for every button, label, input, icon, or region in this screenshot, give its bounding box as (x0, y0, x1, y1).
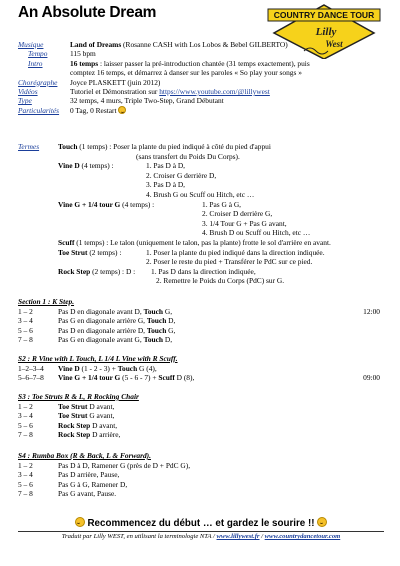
musique-value (70, 40, 384, 49)
section-3 (18, 392, 384, 440)
step-row (18, 480, 384, 490)
term-rock-step: Rock Step (2 temps) : D : (58, 266, 136, 276)
step-row (18, 461, 384, 471)
step-desc: Pas G à G, Ramener D, (58, 479, 128, 489)
step-row (18, 402, 384, 412)
step-desc: Vine D (1 - 2 - 3) + Touch G (4), (58, 363, 157, 373)
musique-title: Land of Dreams (70, 40, 122, 49)
step-desc: Pas D arrière, Pause, (58, 470, 120, 479)
step-count: 1 – 2 (18, 460, 33, 470)
step-row (18, 411, 384, 421)
wall-time: 09:00 (363, 373, 380, 382)
section-title: Section 1 : K Step. (18, 297, 75, 306)
type-value: 32 temps, 4 murs, Triple Two-Step, Grand Débutant (70, 96, 224, 106)
term-vine: Vine D (4 temps) : (58, 161, 114, 171)
step-count: 3 – 4 (18, 411, 33, 420)
section-1 (18, 297, 384, 345)
videos-row (18, 87, 384, 96)
countrydancetour-link[interactable]: www.countrydancetour.com (264, 533, 341, 540)
term-toe-strut: Toe Strut (2 temps) : (58, 247, 122, 257)
step-row (18, 489, 384, 499)
tempo-value: 115 bpm (70, 49, 96, 59)
particularites-row (18, 106, 384, 115)
footer-sep: / (259, 533, 265, 540)
step-count: 1 – 2 (18, 401, 33, 411)
videos-label: Vidéos (18, 87, 38, 97)
step-row (18, 470, 384, 480)
term-vine-2: 2. Croiser G derrière D, (146, 170, 217, 180)
closing-text: Recommencez du début … et gardez le sourire !! (87, 518, 315, 529)
logo-text-top: COUNTRY DANCE TOUR (273, 10, 375, 20)
musique-label: Musique (18, 40, 44, 49)
smiley-icon (317, 517, 327, 527)
section-2 (18, 354, 384, 383)
step-row (18, 421, 384, 431)
dance-info (18, 40, 384, 115)
term-vine-turn: Vine G + 1/4 tour G (4 temps) : (58, 199, 155, 209)
step-desc: Pas D en diagonale arrière D, Touch G, (58, 325, 176, 335)
term-vt-3: 3. 1/4 Tour G + Pas G avant, (202, 218, 287, 228)
logo-text-bottom: West (325, 39, 343, 49)
intro-text-1: : laisser passer la pré-introduction chantée (31 temps exactement), puis (98, 58, 310, 68)
lillywest-link[interactable]: www.lillywest.fr (216, 533, 260, 540)
step-count: 5 – 6 (18, 325, 33, 335)
dance-title: An Absolute Dream (18, 4, 157, 21)
particularites-value: 0 Tag, 0 Restart (70, 105, 119, 115)
choreo-label: Chorégraphe (18, 77, 58, 87)
step-desc: Toe Strut D avant, (58, 401, 115, 411)
intro-value (70, 59, 384, 68)
step-row (18, 326, 384, 336)
videos-text: Tutoriel et Démonstration sur (70, 87, 160, 97)
step-count: 5 – 6 (18, 479, 33, 489)
step-count: 7 – 8 (18, 430, 33, 439)
smiley-icon (118, 106, 126, 114)
term-rock-1: 1. Pas D dans la direction indiquée, (151, 266, 256, 276)
musique-row (18, 40, 384, 49)
step-row (18, 364, 384, 374)
step-count: 5–6–7–8 (18, 373, 44, 382)
step-desc: Rock Step D arrière, (58, 430, 121, 439)
step-desc: Pas D en diagonale avant D, Touch G, (58, 306, 173, 316)
step-row (18, 335, 384, 345)
term-vt-2: 2. Croiser D derrière G, (202, 209, 273, 219)
logo-text-mid: Lilly (315, 26, 337, 38)
step-desc: Pas G avant, Pause. (58, 489, 117, 498)
youtube-link[interactable]: https://www.youtube.com/@lillywest (159, 87, 270, 97)
term-vine-1: 1. Pas D à D, (146, 161, 186, 171)
term-touch: Touch (1 temps) : Poser la plante du pied indiqué à côté du pied d'appui (58, 142, 271, 151)
type-label: Type (18, 96, 32, 106)
term-rock-2: 2. Remettre le Poids du Corps (PdC) sur G. (156, 276, 285, 286)
step-row (18, 316, 384, 326)
footer-text: Traduit par Lilly WEST, en utilisant la terminologie NTA / (61, 533, 217, 540)
step-count: 7 – 8 (18, 335, 33, 344)
particularites-label: Particularités (18, 105, 60, 115)
step-count: 3 – 4 (18, 316, 33, 325)
tempo-label: Tempo (28, 49, 48, 59)
step-desc: Vine G + 1/4 tour G (5 - 6 - 7) + Scuff D (8), (58, 373, 195, 382)
footer (18, 533, 384, 540)
step-row (18, 430, 384, 440)
closing-line (18, 517, 384, 529)
type-row (18, 96, 384, 105)
term-scuff: Scuff (1 temps) : Le talon (uniquement le talon, pas la plante) frotte le sol d'arrière en avant. (58, 238, 331, 247)
terms-label: Termes (18, 142, 40, 151)
intro-label: Intro (28, 58, 43, 68)
step-count: 1 – 2 (18, 306, 33, 316)
step-desc: Pas D à D, Ramener G (près de D + PdC G), (58, 460, 191, 470)
section-title: S4 : Rumba Box (R & Back, L & Forward). (18, 451, 151, 460)
step-count: 7 – 8 (18, 489, 33, 498)
intro-row (18, 59, 384, 68)
term-toe-1: 1. Poser la plante du pied indiqué dans la direction indiquée. (146, 247, 325, 257)
smiley-icon (75, 517, 85, 527)
term-vt-1: 1. Pas G à G, (202, 199, 242, 209)
term-vine-4: 4. Brush G ou Scuff ou Hitch, etc … (146, 190, 255, 199)
term-touch-2: (sans transfert du Poids Du Corps). (136, 151, 240, 161)
step-row (18, 307, 384, 317)
section-4 (18, 451, 384, 499)
choreo-value: Joyce PLASKETT (juin 2012) (70, 77, 161, 87)
footer-divider (18, 531, 384, 532)
wall-time: 12:00 (363, 306, 380, 316)
intro-text-2: comptez 16 temps, et démarrez à danser sur les paroles « So play your songs » (70, 68, 302, 78)
musique-artist: (Rosanne CASH with Los Lobos & Bebel GILBERTO) (121, 40, 288, 49)
choreo-row (18, 78, 384, 87)
intro-row-2 (18, 68, 384, 77)
step-count: 3 – 4 (18, 470, 33, 479)
intro-bold: 16 temps (70, 58, 99, 68)
tempo-row (18, 49, 384, 58)
term-toe-2: 2. Poser le reste du pied + Transférer le PdC sur ce pied. (146, 257, 313, 267)
step-desc: Toe Strut G avant, (58, 411, 115, 420)
step-count: 1–2–3–4 (18, 363, 44, 373)
step-row (18, 373, 384, 383)
step-desc: Pas G en diagonale arrière G, Touch D, (58, 316, 176, 325)
step-desc: Pas G en diagonale avant G, Touch D, (58, 335, 173, 344)
step-count: 5 – 6 (18, 420, 33, 430)
term-vt-4: 4. Brush D ou Scuff ou Hitch, etc … (202, 228, 311, 238)
term-vine-3: 3. Pas D à D, (146, 180, 186, 190)
section-title: S3 : Toe Struts R & L, R Rocking Chair (18, 392, 139, 401)
step-desc: Rock Step D avant, (58, 420, 118, 430)
section-title: S2 : R Vine with L Touch, L 1/4 L Vine with R Scuff. (18, 354, 178, 363)
